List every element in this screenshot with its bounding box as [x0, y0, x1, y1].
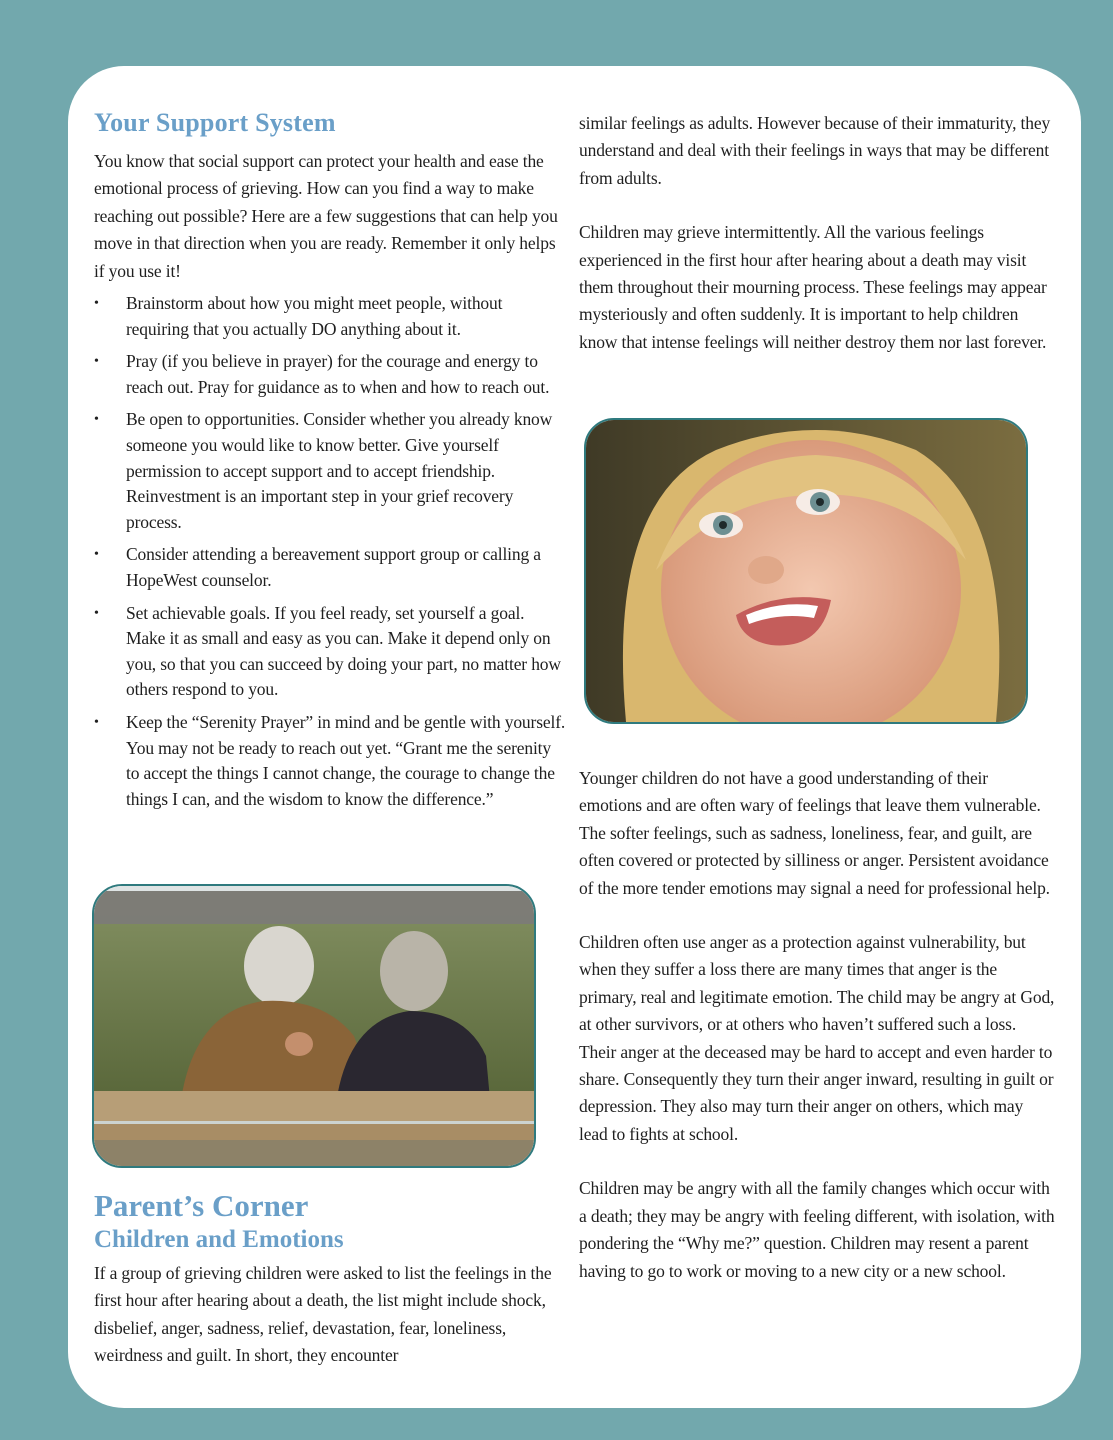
child-photo-illustration: [586, 420, 1026, 722]
intermittent-grief-paragraph: Children may grieve intermittently. All the various feelings experienced in the first hour after hearing about a death may visit them throughout their mourning process. These feelings may appear mysteriously and often suddenly. It is important to help children know that intense feelings will neither destroy them nor last forever.: [579, 222, 1047, 352]
parents-corner-heading: Parent’s Corner: [94, 1188, 309, 1223]
suggestions-list: [94, 291, 566, 812]
bullet-icon: •: [94, 354, 99, 370]
bullet-icon: •: [94, 605, 99, 621]
continued-paragraph: similar feelings as adults. However because of their immaturity, they understand and deal with their feelings in ways that may be different from adults.: [579, 113, 1051, 188]
support-intro-paragraph: You know that social support can protect your health and ease the emotional process of grieving. How can you find a way to make reaching out possible? Here are a few suggestions that can help you move in that direction when you are ready. Remember it only helps if you use it!: [94, 151, 558, 281]
bullet-icon: •: [94, 714, 99, 730]
right-column-top: [579, 110, 1055, 356]
list-item-text: Set achievable goals. If you feel ready, set yourself a goal. Make it as small and easy as you can. Make it depend only on you, so that you can succeed by doing your part, no matter how others respond to you.: [126, 602, 561, 700]
list-item: [94, 407, 566, 535]
younger-children-paragraph: Younger children do not have a good understanding of their emotions and are often wary of feelings that leave them vulnerable. The softer feelings, such as sadness, loneliness, fear, and guilt, are often covered or protected by silliness or anger. Persistent avoidance of the more tender emotions may signal a need for professional help.: [579, 768, 1050, 898]
list-item: [94, 601, 566, 703]
elderly-couple-bench-photo: [92, 884, 536, 1168]
support-system-heading: Your Support System: [94, 108, 336, 137]
family-changes-paragraph: Children may be angry with all the family changes which occur with a death; they may be angry with feeling different, with isolation, with pondering the “Why me?” question. Children may resent a parent having to go to work or moving to a new city or a new school.: [579, 1178, 1055, 1281]
list-item-text: Be open to opportunities. Consider whether you already know someone you would like to know better. Give yourself permission to accept support and to accept friendship. Reinvestment is an important step in your grief recovery process.: [126, 409, 553, 532]
children-emotions-subheading: Children and Emotions: [94, 1226, 344, 1253]
left-column: [94, 108, 566, 819]
list-item-text: Brainstorm about how you might meet people, without requiring that you actually DO anything about it.: [126, 293, 503, 339]
child-portrait-photo: [584, 418, 1028, 724]
list-item-text: Keep the “Serenity Prayer” in mind and be gentle with yourself. You may not be ready to reach out yet. “Grant me the serenity to accept the things I cannot change, the courage to change the things I can, and the wisdom to know the difference.”: [126, 711, 566, 809]
list-item: [94, 710, 566, 812]
right-column-bottom: [579, 765, 1055, 1285]
bullet-icon: •: [94, 547, 99, 563]
anger-paragraph: Children often use anger as a protection against vulnerability, but when they suffer a loss there are many times that anger is the primary, real and legitimate emotion. The child may be angry at God, at other survivors, or at others who haven’t suffered such a loss. Their anger at the deceased may be hard to accept and even harder to share. Consequently they turn their anger inward, resulting in guilt or depression. They also may turn their anger on others, which may lead to fights at school.: [579, 932, 1055, 1144]
bench-photo-illustration: [94, 886, 534, 1166]
list-item-text: Pray (if you believe in prayer) for the courage and energy to reach out. Pray for guidance as to when and how to reach out.: [126, 351, 550, 397]
list-item: [94, 291, 566, 342]
parents-corner-paragraph: If a group of grieving children were asked to list the feelings in the first hour after hearing about a death, the list might include shock, disbelief, anger, sadness, relief, devastation, fear, loneliness, weirdness and guilt. In short, they encounter: [94, 1263, 552, 1366]
bullet-icon: •: [94, 412, 99, 428]
list-item: [94, 349, 566, 400]
list-item: [94, 542, 566, 593]
parents-corner-section: [94, 1188, 566, 1370]
bullet-icon: •: [94, 296, 99, 312]
list-item-text: Consider attending a bereavement support group or calling a HopeWest counselor.: [126, 544, 541, 590]
